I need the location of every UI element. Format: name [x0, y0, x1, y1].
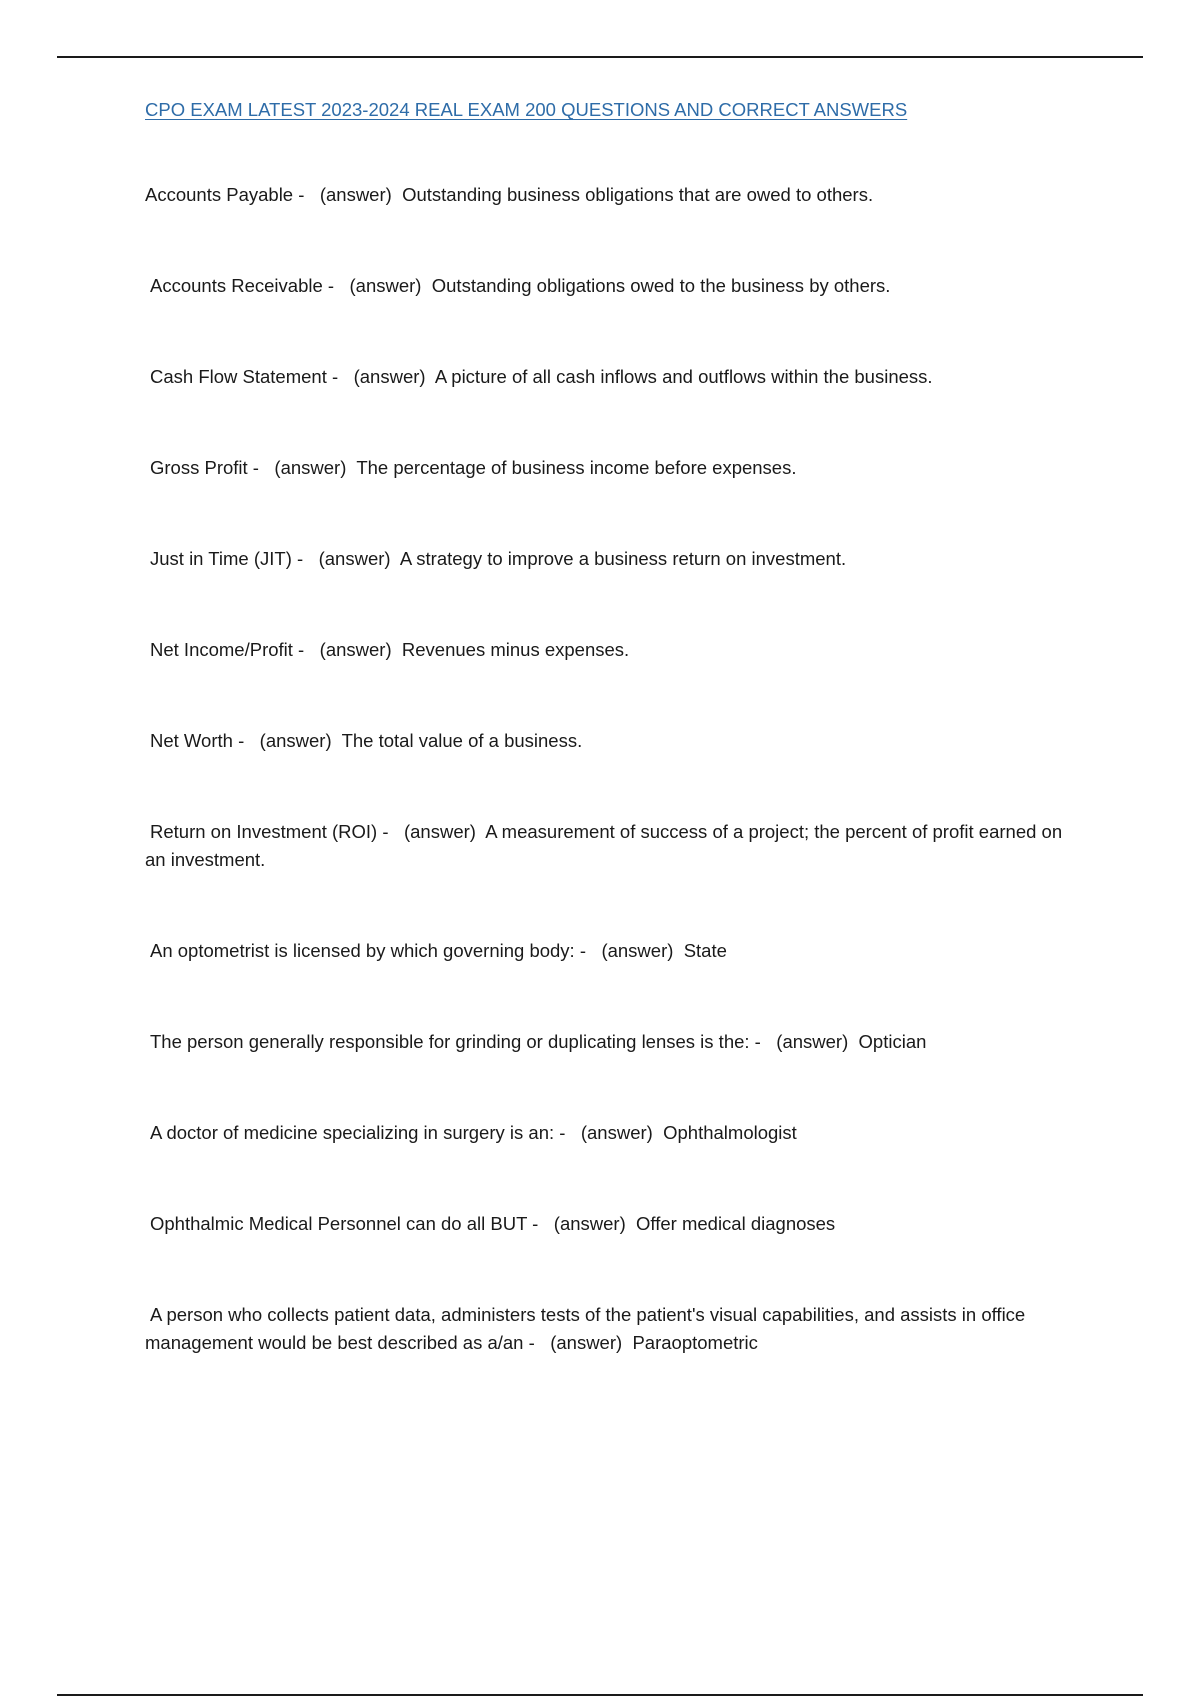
qa-entry-4: Gross Profit - (answer) The percentage of business income before expenses.	[145, 454, 1065, 482]
qa-answer: Outstanding business obligations that are owed to others.	[402, 184, 874, 205]
qa-entry-11: A doctor of medicine specializing in surgery is an: - (answer) Ophthalmologist	[145, 1119, 1065, 1147]
qa-term: An optometrist is licensed by which governing body:	[150, 940, 575, 961]
qa-entry-7: Net Worth - (answer) The total value of a business.	[145, 727, 1065, 755]
qa-answer: Optician	[858, 1031, 927, 1052]
qa-term: Accounts Receivable	[150, 275, 323, 296]
qa-term: Just in Time (JIT)	[150, 548, 292, 569]
answer-marker: (answer)	[550, 1332, 623, 1353]
qa-term: Gross Profit	[150, 457, 248, 478]
qa-answer: The total value of a business.	[341, 730, 583, 751]
answer-marker: (answer)	[601, 940, 674, 961]
qa-entry-3: Cash Flow Statement - (answer) A picture of all cash inflows and outflows within the business.	[145, 363, 1065, 391]
answer-marker: (answer)	[274, 457, 347, 478]
answer-marker: (answer)	[580, 1122, 653, 1143]
answer-marker: (answer)	[318, 548, 391, 569]
answer-marker: (answer)	[403, 821, 476, 842]
qa-answer: The percentage of business income before expenses.	[356, 457, 797, 478]
document-title-link[interactable]: CPO EXAM LATEST 2023-2024 REAL EXAM 200 QUESTIONS AND CORRECT ANSWERS	[145, 99, 908, 120]
qa-term: Ophthalmic Medical Personnel can do all BUT	[150, 1213, 528, 1234]
qa-answer: Revenues minus expenses.	[401, 639, 630, 660]
qa-entry-1: Accounts Payable - (answer) Outstanding business obligations that are owed to others.	[145, 184, 874, 205]
qa-term: A doctor of medicine specializing in surgery is an:	[150, 1122, 555, 1143]
answer-marker: (answer)	[319, 639, 392, 660]
qa-term: Net Worth	[150, 730, 233, 751]
qa-entry-2: Accounts Receivable - (answer) Outstanding obligations owed to the business by others.	[145, 272, 1065, 300]
qa-answer: A measurement of success of a project; the percent of profit earned on an investment.	[145, 821, 1063, 870]
qa-term: The person generally responsible for grinding or duplicating lenses is the:	[150, 1031, 750, 1052]
qa-entry-9: An optometrist is licensed by which governing body: - (answer) State	[145, 937, 1065, 965]
top-rule	[57, 56, 1143, 58]
qa-entry-10: The person generally responsible for grinding or duplicating lenses is the: - (answer) Optician	[145, 1028, 1065, 1056]
qa-term: A person who collects patient data, administers tests of the patient's visual capabilities, and assists in office management would be best described as a/an	[145, 1304, 1026, 1353]
qa-answer: Offer medical diagnoses	[636, 1213, 836, 1234]
qa-entry-8: Return on Investment (ROI) - (answer) A measurement of success of a project; the percent of profit earned on an investment.	[145, 821, 1063, 870]
qa-answer: Ophthalmologist	[663, 1122, 797, 1143]
answer-marker: (answer)	[353, 366, 426, 387]
qa-answer: Outstanding obligations owed to the business by others.	[431, 275, 891, 296]
bottom-rule	[57, 1694, 1143, 1696]
qa-answer: A strategy to improve a business return on investment.	[399, 548, 847, 569]
qa-answer: A picture of all cash inflows and outflows within the business.	[434, 366, 933, 387]
answer-marker: (answer)	[259, 730, 332, 751]
qa-entry-6: Net Income/Profit - (answer) Revenues minus expenses.	[145, 636, 1065, 664]
qa-term: Accounts Payable	[145, 184, 294, 205]
qa-entry-13: A person who collects patient data, administers tests of the patient's visual capabilities, and assists in office management would be best described as a/an - (answer) Paraoptometric	[145, 1304, 1026, 1353]
qa-term: Cash Flow Statement	[150, 366, 327, 387]
answer-marker: (answer)	[776, 1031, 849, 1052]
answer-marker: (answer)	[319, 184, 392, 205]
qa-entry-5: Just in Time (JIT) - (answer) A strategy to improve a business return on investment.	[145, 545, 1065, 573]
qa-answer: State	[683, 940, 727, 961]
qa-term: Net Income/Profit	[150, 639, 293, 660]
answer-marker: (answer)	[349, 275, 422, 296]
qa-answer: Paraoptometric	[632, 1332, 758, 1353]
qa-entry-12: Ophthalmic Medical Personnel can do all BUT - (answer) Offer medical diagnoses	[145, 1210, 1065, 1238]
qa-term: Return on Investment (ROI)	[150, 821, 378, 842]
answer-marker: (answer)	[553, 1213, 626, 1234]
